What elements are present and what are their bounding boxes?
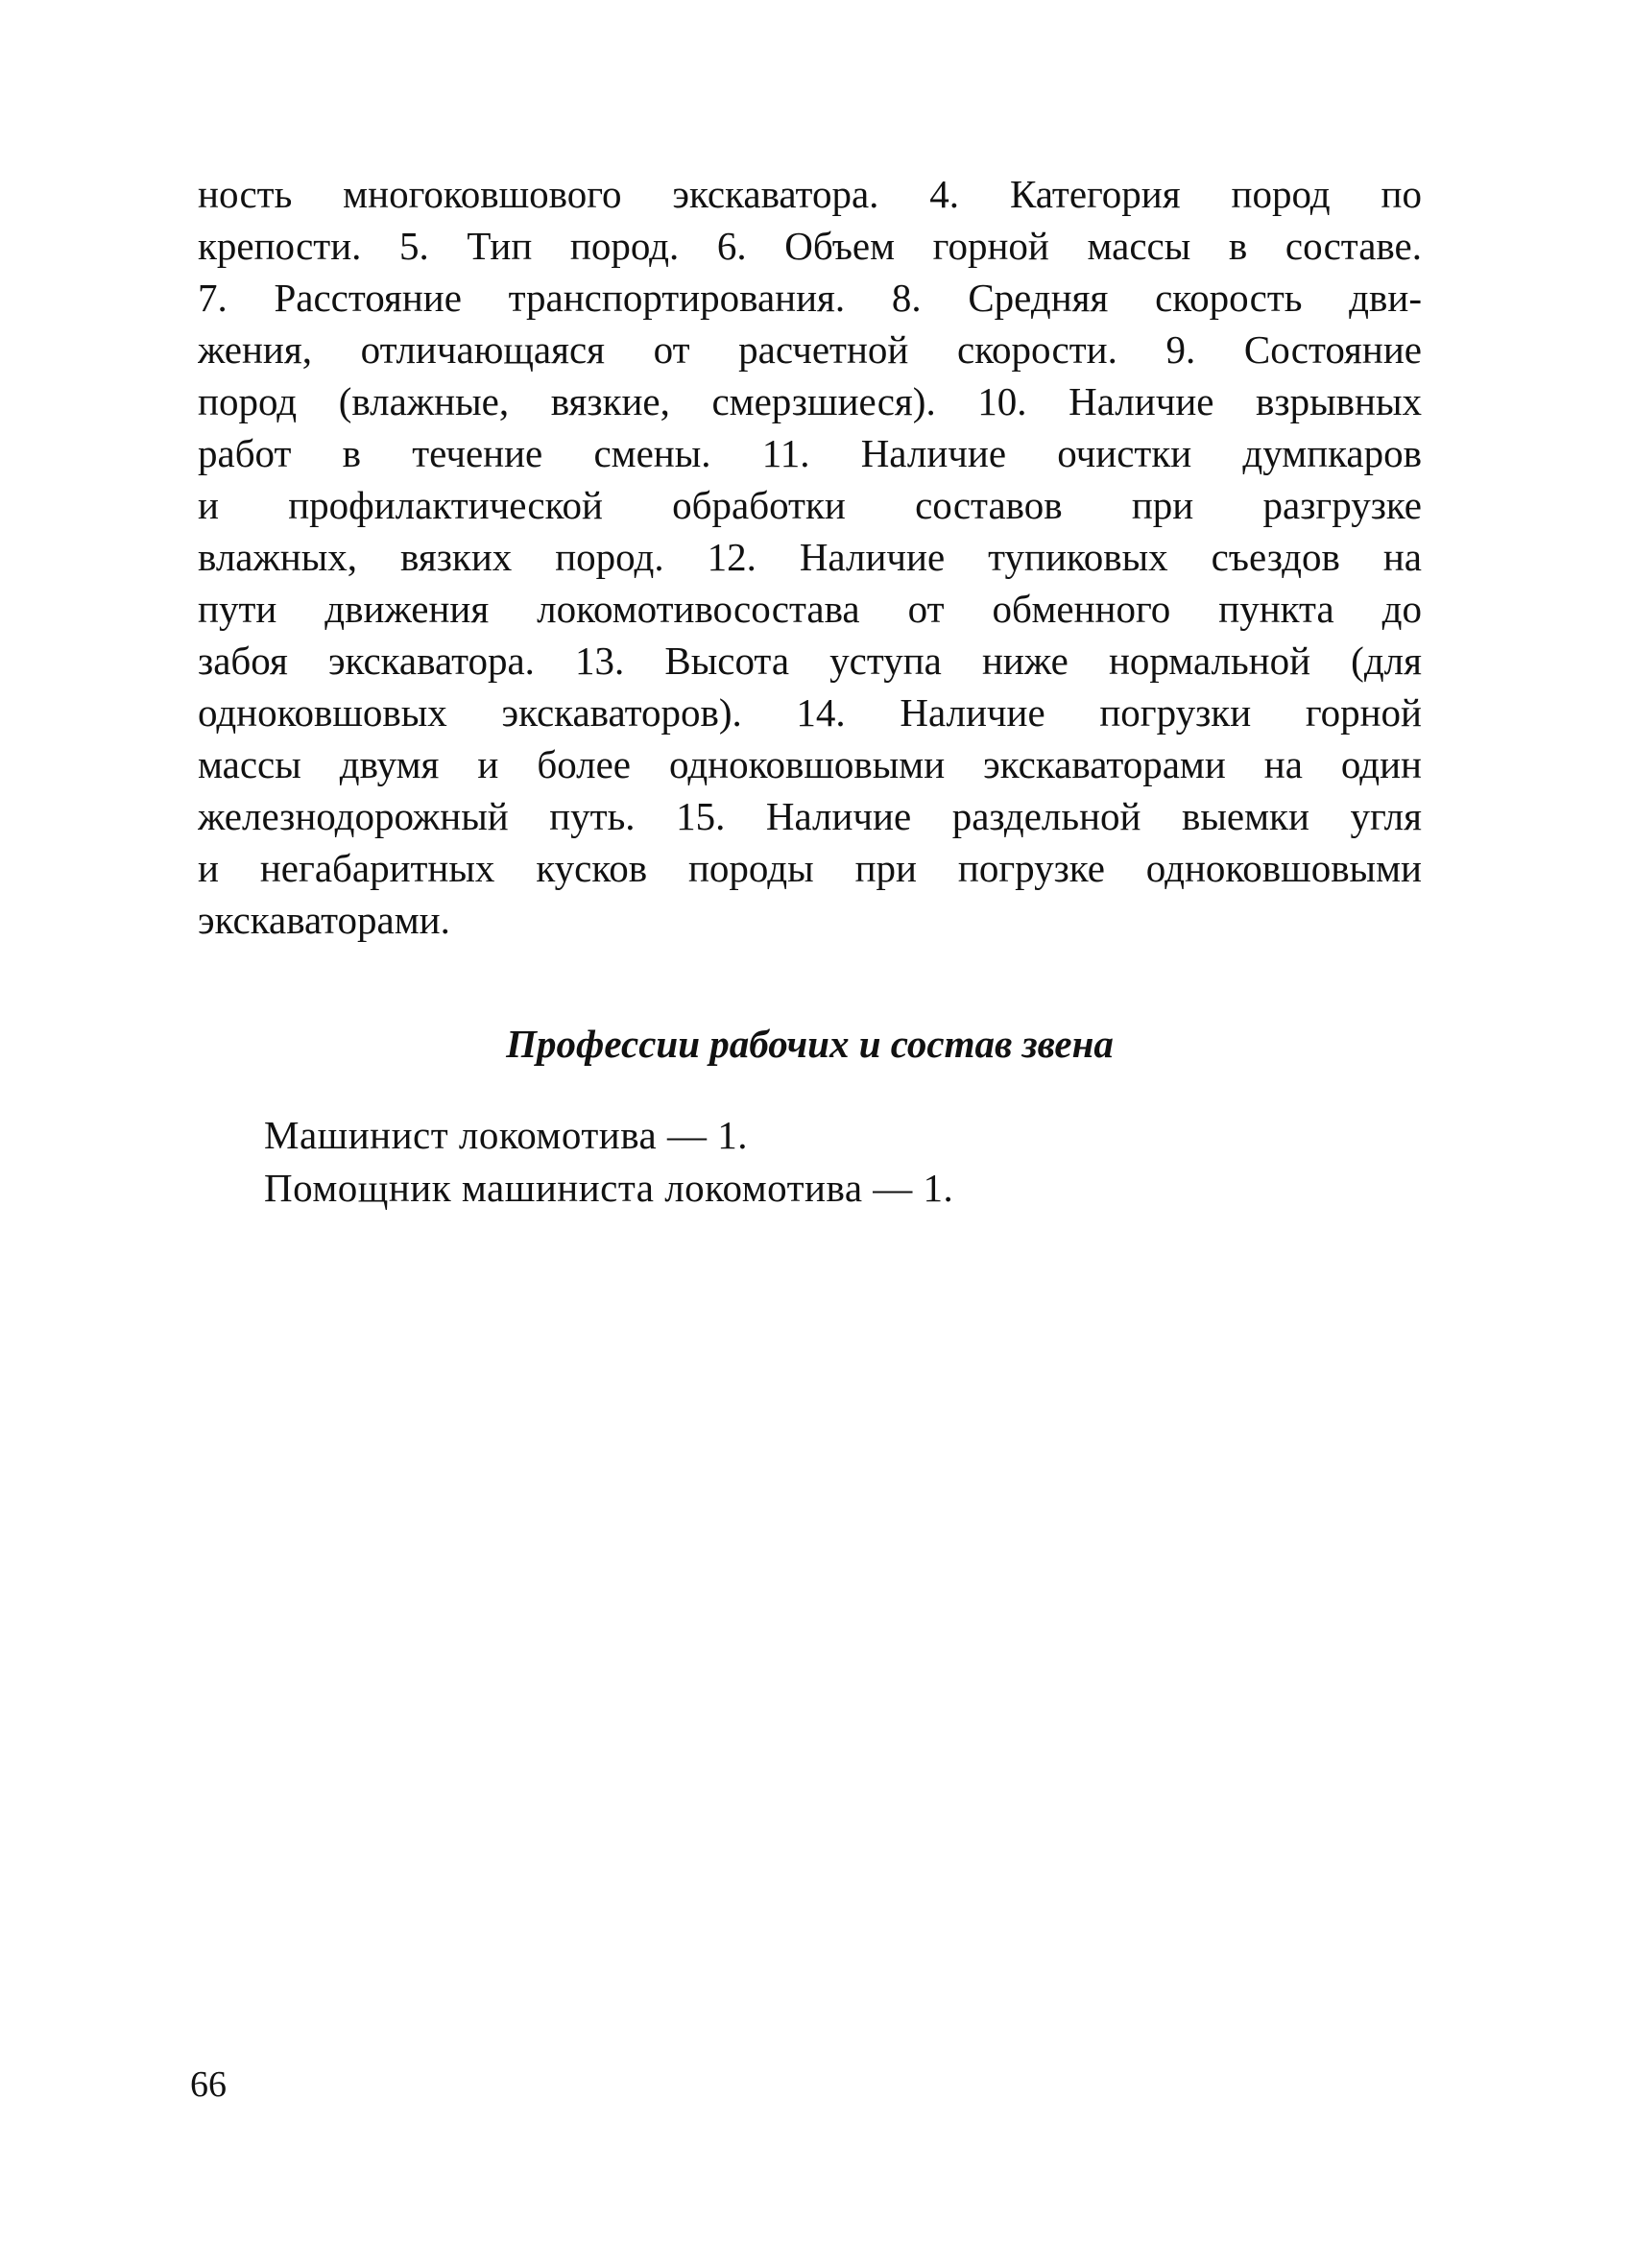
paragraph-line: 7. Расстояние транспортирования. 8. Средняя скорость дви-: [198, 276, 1422, 320]
paragraph-line: крепости. 5. Тип пород. 6. Объем горной массы в составе.: [198, 224, 1422, 268]
paragraph-line: и профилактической обработки составов при разгрузке: [198, 483, 1422, 527]
paragraph-line: пути движения локомотивосостава от обменного пункта до: [198, 587, 1422, 631]
paragraph-line: железнодорожный путь. 15. Наличие раздельной выемки угля: [198, 794, 1422, 838]
paragraph-line: одноковшовых экскаваторов). 14. Наличие погрузки горной: [198, 690, 1422, 735]
staff-item: Помощник машиниста локомотива — 1.: [264, 1166, 954, 1210]
staff-item: Машинист локомотива — 1.: [264, 1113, 748, 1157]
body-paragraph: [198, 168, 1422, 946]
paragraph-line: забоя экскаватора. 13. Высота уступа ниже нормальной (для: [198, 639, 1422, 683]
paragraph-line: ность многоковшового экскаватора. 4. Категория пород по: [198, 172, 1422, 216]
staff-list: [264, 1109, 953, 1215]
paragraph-line: пород (влажные, вязкие, смерзшиеся). 10. Наличие взрывных: [198, 379, 1422, 423]
paragraph-line: влажных, вязких пород. 12. Наличие тупиковых съездов на: [198, 535, 1422, 579]
paragraph-line: экскаваторами.: [198, 898, 450, 942]
paragraph-line: и негабаритных кусков породы при погрузке одноковшовыми: [198, 846, 1422, 890]
page-number: 66: [190, 2064, 227, 2105]
section-heading: Профессии рабочих и состав звена: [506, 1022, 1114, 1066]
paragraph-line: жения, отличающаяся от расчетной скорости. 9. Состояние: [198, 327, 1422, 372]
paragraph-line: массы двумя и более одноковшовыми экскаваторами на один: [198, 742, 1422, 786]
paragraph-line: работ в течение смены. 11. Наличие очистки думпкаров: [198, 431, 1422, 475]
